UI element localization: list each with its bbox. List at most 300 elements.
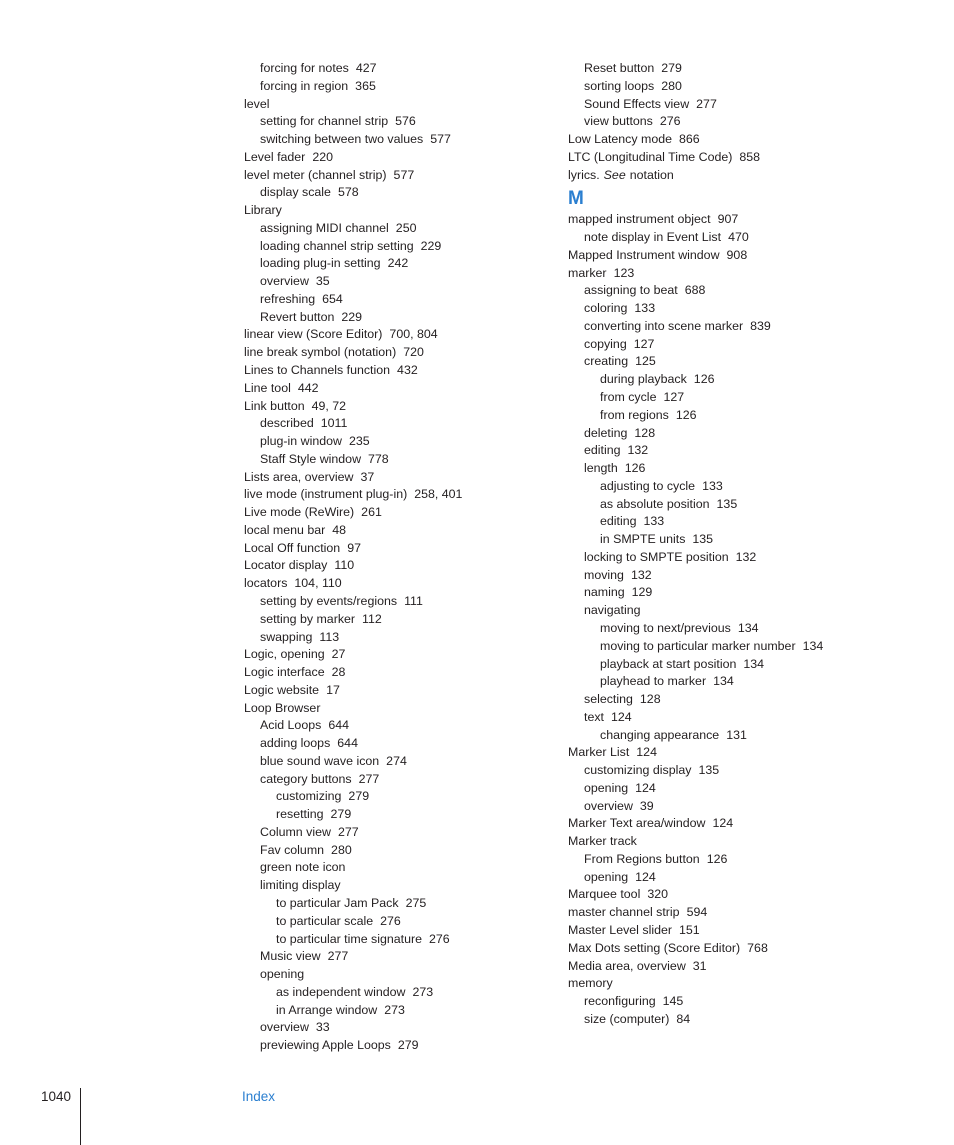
- entry-term: customizing: [276, 789, 342, 804]
- index-entry: [244, 238, 544, 256]
- entry-page-ref: 273: [412, 984, 434, 999]
- index-entry: [244, 486, 544, 504]
- entry-page-ref: 907: [717, 212, 739, 227]
- index-entry: [568, 265, 898, 283]
- entry-page-ref: 110: [334, 558, 355, 573]
- entry-page-ref: 127: [663, 390, 685, 405]
- index-entry: [244, 842, 544, 860]
- entry-term: Media area, overview: [568, 958, 686, 973]
- entry-page-ref: 279: [348, 789, 370, 804]
- index-entry: [568, 149, 898, 167]
- entry-term: Locator display: [244, 558, 328, 573]
- entry-term: selecting: [584, 692, 633, 707]
- index-entry: [244, 451, 544, 469]
- entry-term: to particular Jam Pack: [276, 895, 399, 910]
- entry-term: Max Dots setting (Score Editor): [568, 940, 741, 955]
- entry-term: lyrics.: [568, 167, 600, 182]
- entry-term: Live mode (ReWire): [244, 505, 355, 520]
- entry-term: overview: [260, 1020, 309, 1035]
- entry-page-ref: 135: [698, 763, 720, 778]
- entry-page-ref: 908: [726, 247, 748, 262]
- index-entry: [568, 496, 898, 514]
- entry-term: customizing display: [584, 763, 692, 778]
- entry-term: editing: [600, 514, 637, 529]
- entry-page-ref: 470: [728, 230, 749, 245]
- index-entry: [568, 282, 898, 300]
- entry-term: moving: [584, 567, 624, 582]
- index-entry: [244, 664, 544, 682]
- index-entry: [244, 131, 544, 149]
- entry-page-ref: 274: [386, 753, 407, 768]
- entry-term: naming: [584, 585, 625, 600]
- entry-term: moving to next/previous: [600, 620, 731, 635]
- entry-page-ref: 644: [337, 736, 358, 751]
- entry-page-ref: 97: [347, 540, 361, 555]
- index-entry: [244, 309, 544, 327]
- footer-divider: [80, 1088, 81, 1145]
- entry-page-ref: 250: [395, 220, 417, 235]
- entry-term: text: [584, 709, 604, 724]
- entry-term: Staff Style window: [260, 451, 362, 466]
- entry-term: from regions: [600, 407, 669, 422]
- entry-term: opening: [584, 869, 629, 884]
- entry-term: forcing in region: [260, 78, 349, 93]
- entry-page-ref: 132: [630, 567, 652, 582]
- entry-page-ref: 578: [337, 185, 359, 200]
- index-entry: [244, 202, 544, 220]
- entry-page-ref: 277: [696, 96, 717, 111]
- entry-term: blue sound wave icon: [260, 753, 380, 768]
- entry-term: memory: [568, 976, 613, 991]
- entry-term: in SMPTE units: [600, 532, 686, 547]
- entry-term: to particular scale: [276, 913, 374, 928]
- section-letter-heading: M: [568, 188, 584, 210]
- entry-term: linear view (Score Editor): [244, 327, 383, 342]
- index-entry: [244, 1019, 544, 1037]
- index-entry: [568, 371, 898, 389]
- entry-term: limiting display: [260, 878, 341, 893]
- index-entry: [568, 691, 898, 709]
- index-entry: [244, 859, 544, 877]
- index-entry: [568, 762, 898, 780]
- index-entry: [568, 131, 898, 149]
- entry-page-ref: 277: [358, 771, 380, 786]
- index-entry: [568, 656, 898, 674]
- entry-page-ref: 279: [661, 61, 682, 75]
- index-entry: [568, 638, 898, 656]
- index-entry: [244, 824, 544, 842]
- entry-term: moving to particular marker number: [600, 638, 796, 653]
- entry-page-ref: 280: [661, 78, 682, 93]
- index-entry: [244, 344, 544, 362]
- entry-page-ref: 135: [716, 496, 738, 511]
- entry-term: Library: [244, 203, 282, 218]
- entry-term: plug-in window: [260, 434, 342, 449]
- entry-term: swapping: [260, 629, 313, 644]
- entry-term: switching between two values: [260, 132, 424, 147]
- entry-term: note display in Event List: [584, 230, 722, 245]
- index-entry: [244, 291, 544, 309]
- entry-page-ref: 720: [403, 345, 424, 360]
- index-entry: [244, 753, 544, 771]
- index-entry: [244, 646, 544, 664]
- index-entry: [568, 247, 898, 265]
- entry-page-ref: 84: [676, 1011, 691, 1026]
- entry-term: opening: [260, 967, 305, 982]
- entry-page-ref: 432: [397, 363, 418, 378]
- index-entry: [244, 380, 544, 398]
- entry-term: Lines to Channels function: [244, 363, 391, 378]
- index-entry: [568, 389, 898, 407]
- entry-term: Mapped Instrument window: [568, 247, 720, 262]
- index-entry: [568, 798, 898, 816]
- entry-term: previewing Apple Loops: [260, 1038, 391, 1053]
- entry-page-ref: 839: [750, 318, 771, 333]
- index-entry: [244, 966, 544, 984]
- index-entry: [568, 709, 898, 727]
- entry-page-ref: 577: [430, 132, 451, 147]
- entry-term: opening: [584, 780, 629, 795]
- entry-term: live mode (instrument plug-in): [244, 487, 408, 502]
- index-entry: [568, 620, 898, 638]
- index-entry: [568, 425, 898, 443]
- index-entry: [568, 993, 898, 1011]
- entry-page-ref: 135: [692, 532, 714, 547]
- entry-term: size (computer): [584, 1011, 670, 1026]
- entry-page-ref: 866: [679, 132, 700, 147]
- entry-term: as independent window: [276, 984, 406, 999]
- entry-page-ref: 276: [429, 931, 450, 946]
- entry-page-ref: 35: [315, 274, 330, 289]
- index-entry: [568, 478, 898, 496]
- index-entry: [568, 584, 898, 602]
- entry-term: Acid Loops: [260, 718, 322, 733]
- index-entry: [244, 735, 544, 753]
- index-entry: [244, 984, 544, 1002]
- entry-term: Revert button: [260, 309, 335, 324]
- entry-term: length: [584, 461, 618, 476]
- entry-page-ref: 134: [737, 620, 759, 635]
- index-entry: [244, 948, 544, 966]
- entry-term: coloring: [584, 301, 628, 316]
- entry-term: Link button: [244, 398, 305, 413]
- entry-page-ref: 134: [713, 674, 734, 689]
- entry-page-ref: 279: [397, 1038, 419, 1053]
- entry-page-ref: 112: [362, 611, 382, 626]
- entry-page-ref: 126: [675, 407, 697, 422]
- entry-term: setting by events/regions: [260, 593, 398, 608]
- index-entry: [244, 1037, 544, 1055]
- entry-term: Fav column: [260, 842, 325, 857]
- index-column-left: [244, 60, 544, 1055]
- entry-term: Line tool: [244, 380, 291, 395]
- index-entry: [568, 673, 898, 691]
- entry-term: view buttons: [584, 114, 653, 129]
- entry-page-ref: 123: [613, 265, 635, 280]
- index-entry: [244, 326, 544, 344]
- entry-page-ref: 151: [678, 922, 700, 937]
- entry-term: copying: [584, 336, 627, 351]
- index-entry: [244, 682, 544, 700]
- index-entry: [244, 540, 544, 558]
- index-entry: [244, 895, 544, 913]
- entry-page-ref: 258, 401: [414, 487, 463, 502]
- entry-term: loading plug-in setting: [260, 256, 381, 271]
- index-entry: [568, 833, 898, 851]
- index-entry: [568, 727, 898, 745]
- index-entry: [244, 273, 544, 291]
- entry-page-ref: 113: [319, 629, 340, 644]
- entry-page-ref: 125: [635, 354, 656, 369]
- entry-page-ref: 37: [360, 469, 375, 484]
- entry-page-ref: 129: [631, 585, 653, 600]
- entry-page-ref: 277: [337, 824, 359, 839]
- index-group-m: [568, 211, 898, 1028]
- index-entry: [244, 220, 544, 238]
- index-entry: [244, 398, 544, 416]
- entry-term: Logic interface: [244, 665, 325, 680]
- index-entry: [568, 744, 898, 762]
- entry-page-ref: 31: [692, 958, 707, 973]
- entry-term: to particular time signature: [276, 931, 423, 946]
- entry-page-ref: 778: [368, 451, 389, 466]
- entry-term: Marker List: [568, 745, 630, 760]
- entry-term: converting into scene marker: [584, 318, 744, 333]
- index-entry: [244, 913, 544, 931]
- entry-page-ref: 28: [331, 665, 346, 680]
- index-entry: [568, 531, 898, 549]
- entry-term: Reset button: [584, 61, 655, 75]
- entry-term: Marquee tool: [568, 887, 641, 902]
- entry-term: assigning MIDI channel: [260, 220, 389, 235]
- index-entry: [244, 167, 544, 185]
- index-group-l-continued: [568, 60, 898, 167]
- entry-term: loading channel strip setting: [260, 238, 414, 253]
- index-entry: [244, 771, 544, 789]
- index-entry: [244, 611, 544, 629]
- entry-page-ref: 700, 804: [389, 327, 438, 342]
- entry-term: Master Level slider: [568, 922, 672, 937]
- entry-term: setting by marker: [260, 611, 356, 626]
- entry-page-ref: 111: [404, 593, 423, 608]
- index-entry: [568, 513, 898, 531]
- index-entry: [244, 717, 544, 735]
- entry-page-ref: 127: [633, 336, 655, 351]
- index-entry: [244, 78, 544, 96]
- entry-term: Local Off function: [244, 540, 341, 555]
- entry-page-ref: 27: [331, 647, 346, 662]
- index-entry: [568, 336, 898, 354]
- index-entry: [244, 96, 544, 114]
- index-entry: [244, 575, 544, 593]
- footer-section-name: Index: [242, 1089, 276, 1104]
- entry-page-ref: 128: [634, 425, 656, 440]
- index-entry: [568, 958, 898, 976]
- index-entry: [568, 211, 898, 229]
- entry-page-ref: 275: [405, 895, 427, 910]
- entry-page-ref: 365: [355, 78, 376, 93]
- entry-page-ref: 134: [743, 656, 765, 671]
- entry-term: Logic website: [244, 682, 320, 697]
- entry-term: adding loops: [260, 736, 331, 751]
- index-entry: [568, 567, 898, 585]
- entry-page-ref: 48: [332, 522, 347, 537]
- index-entry: [568, 96, 898, 114]
- index-entry: [244, 255, 544, 273]
- index-entry: [568, 780, 898, 798]
- entry-term: Column view: [260, 824, 331, 839]
- index-entry: [568, 460, 898, 478]
- index-entry: [568, 922, 898, 940]
- entry-term: level: [244, 96, 270, 111]
- see-reference: See: [603, 167, 626, 182]
- entry-term: local menu bar: [244, 522, 326, 537]
- entry-page-ref: 124: [635, 869, 656, 884]
- entry-page-ref: 427: [355, 61, 377, 75]
- entry-term: master channel strip: [568, 905, 680, 920]
- entry-page-ref: 229: [341, 309, 363, 324]
- entry-page-ref: 858: [739, 149, 761, 164]
- entry-term: sorting loops: [584, 78, 655, 93]
- entry-page-ref: 132: [735, 549, 757, 564]
- index-entry: [568, 602, 898, 620]
- index-entry: [568, 904, 898, 922]
- entry-page-ref: 39: [639, 798, 654, 813]
- entry-page-ref: 220: [312, 149, 333, 164]
- index-entry: [244, 700, 544, 718]
- index-entry: [244, 469, 544, 487]
- index-entry: [244, 504, 544, 522]
- entry-page-ref: 126: [706, 851, 728, 866]
- entry-term: creating: [584, 354, 629, 369]
- entry-term: Marker Text area/window: [568, 816, 706, 831]
- entry-term: locators: [244, 576, 288, 591]
- index-entry: [244, 433, 544, 451]
- entry-term: deleting: [584, 425, 628, 440]
- entry-page-ref: 576: [395, 114, 416, 129]
- index-entry: [244, 931, 544, 949]
- entry-term: locking to SMPTE position: [584, 549, 729, 564]
- index-entry: [568, 851, 898, 869]
- entry-page-ref: 320: [647, 887, 669, 902]
- entry-page-ref: 644: [328, 718, 349, 733]
- entry-page-ref: 442: [297, 380, 319, 395]
- entry-page-ref: 768: [747, 940, 768, 955]
- entry-term: mapped instrument object: [568, 212, 711, 227]
- entry-page-ref: 124: [610, 709, 632, 724]
- entry-page-ref: 126: [624, 461, 646, 476]
- entry-term: described: [260, 416, 314, 431]
- entry-term: adjusting to cycle: [600, 478, 696, 493]
- entry-term: Level fader: [244, 149, 306, 164]
- entry-term: Music view: [260, 949, 321, 964]
- entry-term: overview: [584, 798, 633, 813]
- index-entry: [568, 78, 898, 96]
- entry-page-ref: 133: [634, 301, 656, 316]
- entry-page-ref: 17: [326, 682, 340, 697]
- entry-term: assigning to beat: [584, 283, 678, 298]
- entry-term: LTC (Longitudinal Time Code): [568, 149, 733, 164]
- entry-term: as absolute position: [600, 496, 710, 511]
- index-entry: [568, 549, 898, 567]
- entry-term: overview: [260, 274, 309, 289]
- index-entry: [244, 184, 544, 202]
- entry-term: Logic, opening: [244, 647, 325, 662]
- index-entry: [568, 318, 898, 336]
- index-entry: [568, 1011, 898, 1029]
- entry-term: Sound Effects view: [584, 96, 690, 111]
- index-entry: [244, 557, 544, 575]
- index-entry: [244, 1002, 544, 1020]
- entry-page-ref: 126: [693, 372, 715, 387]
- entry-term: refreshing: [260, 291, 316, 306]
- entry-page-ref: 654: [322, 291, 343, 306]
- entry-term: level meter (channel strip): [244, 167, 387, 182]
- index-entry: [568, 975, 898, 993]
- index-entry: [568, 113, 898, 131]
- entry-page-ref: 577: [393, 167, 415, 182]
- entry-term: category buttons: [260, 771, 352, 786]
- entry-page-ref: 124: [712, 816, 734, 831]
- entry-page-ref: 242: [387, 256, 409, 271]
- index-entry: [568, 229, 898, 247]
- entry-page-ref: 104, 110: [294, 576, 342, 591]
- entry-term: display scale: [260, 185, 331, 200]
- index-entry: [244, 629, 544, 647]
- entry-term: forcing for notes: [260, 61, 349, 75]
- entry-term: green note icon: [260, 860, 346, 875]
- entry-page-ref: 124: [636, 745, 657, 760]
- index-entry: [568, 869, 898, 887]
- index-entry: [568, 940, 898, 958]
- entry-term: Loop Browser: [244, 700, 321, 715]
- entry-page-ref: 131: [726, 727, 747, 742]
- entry-page-ref: 261: [361, 505, 382, 520]
- entry-page-ref: 235: [348, 434, 370, 449]
- index-entry: [244, 522, 544, 540]
- entry-term: reconfiguring: [584, 994, 656, 1009]
- index-entry: [244, 149, 544, 167]
- entry-page-ref: 133: [702, 478, 723, 493]
- entry-page-ref: 229: [420, 238, 442, 253]
- entry-page-ref: 132: [627, 443, 649, 458]
- entry-term: in Arrange window: [276, 1002, 378, 1017]
- entry-page-ref: 133: [643, 514, 665, 529]
- entry-term: playback at start position: [600, 656, 737, 671]
- index-entry: [568, 353, 898, 371]
- page-number: 1040: [41, 1089, 72, 1104]
- entry-page-ref: 279: [330, 807, 352, 822]
- index-entry: [568, 886, 898, 904]
- index-entry: [568, 300, 898, 318]
- index-entry: [244, 593, 544, 611]
- entry-term: setting for channel strip: [260, 114, 389, 129]
- index-entry: [568, 442, 898, 460]
- see-target: notation: [629, 167, 674, 182]
- entry-page-ref: 134: [802, 638, 824, 653]
- entry-term: From Regions button: [584, 851, 700, 866]
- index-entry: [568, 815, 898, 833]
- entry-page-ref: 1011: [320, 416, 348, 431]
- entry-term: changing appearance: [600, 727, 720, 742]
- index-entry: [244, 113, 544, 131]
- entry-page-ref: 124: [635, 780, 656, 795]
- entry-term: from cycle: [600, 390, 657, 405]
- entry-term: resetting: [276, 807, 324, 822]
- index-entry: [244, 362, 544, 380]
- entry-page-ref: 277: [327, 949, 349, 964]
- index-entry: [244, 60, 544, 78]
